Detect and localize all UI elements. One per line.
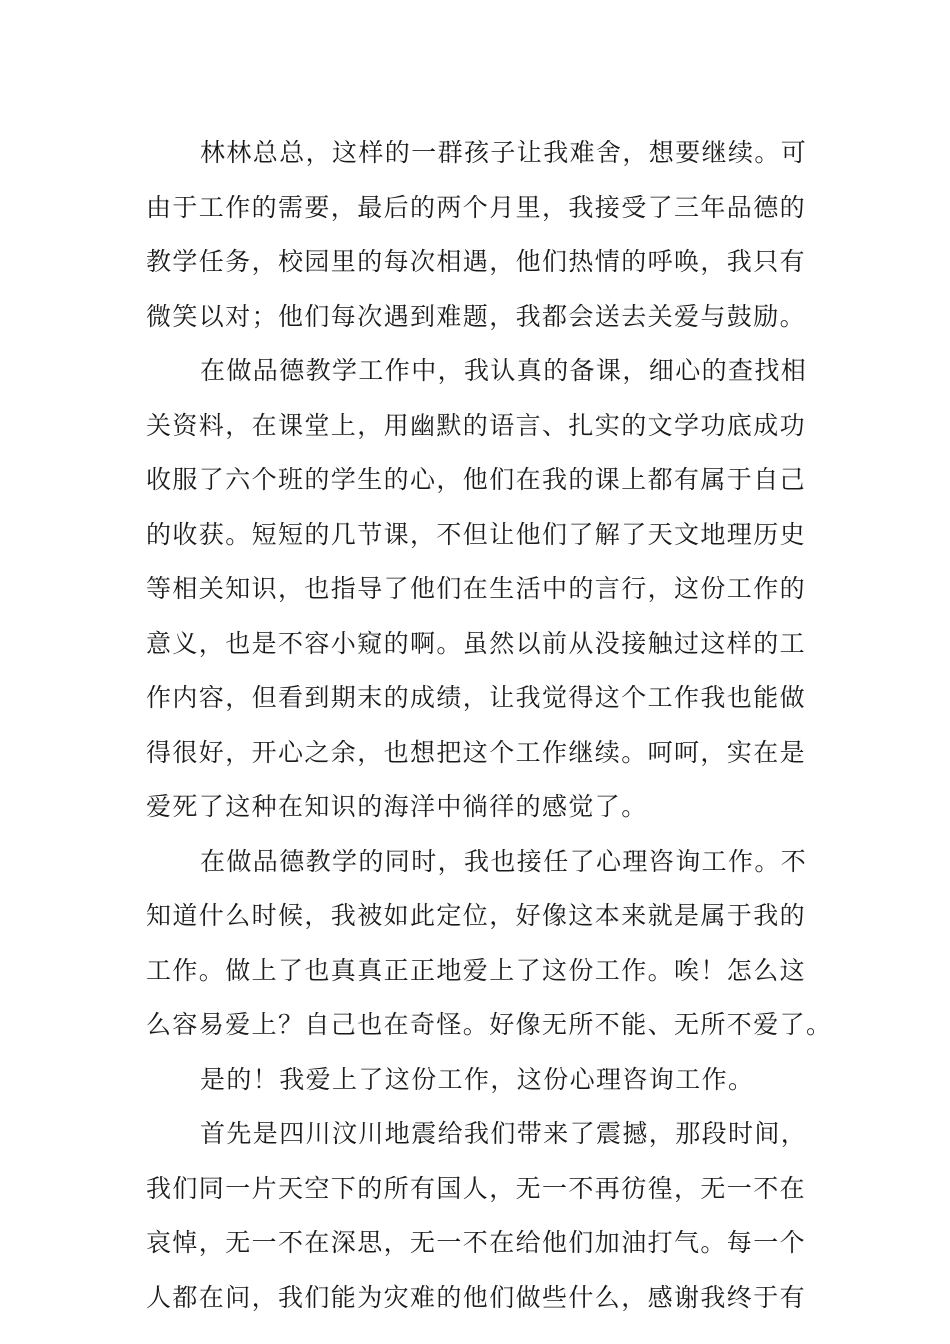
text-line: 作内容，但看到期末的成绩，让我觉得这个工作我也能做 <box>146 683 807 712</box>
text-line: 关资料，在课堂上，用幽默的语言、扎实的文学功底成功 <box>146 410 807 440</box>
document-body <box>146 126 833 1325</box>
text-line: 知道什么时候，我被如此定位，好像这本来就是属于我的 <box>146 901 807 930</box>
text-line: 么容易爱上？自己也在奇怪。好像无所不能、无所不爱了。 <box>146 1010 833 1039</box>
text-line: 在做品德教学的同时，我也接任了心理咨询工作。不 <box>200 846 808 876</box>
text-line: 得很好，开心之余，也想把这个工作继续。呵呵，实在是 <box>146 737 807 767</box>
paragraph <box>146 126 810 344</box>
text-line: 微笑以对；他们每次遇到难题，我都会送去关爱与鼓励。 <box>146 301 807 331</box>
text-line: 的收获。短短的几节课，不但让他们了解了天文地理历史 <box>146 519 807 549</box>
paragraph <box>146 344 810 835</box>
text-line: 哀悼，无一不在深思，无一不在给他们加油打气。每一个 <box>146 1228 807 1257</box>
paragraph <box>146 835 833 1053</box>
text-line: 等相关知识，也指导了他们在生活中的言行，这份工作的 <box>146 574 807 603</box>
text-line: 爱死了这种在知识的海洋中徜徉的感觉了。 <box>146 792 648 821</box>
text-line: 收服了六个班的学生的心，他们在我的课上都有属于自己 <box>146 465 807 494</box>
text-line: 是的！我爱上了这份工作，这份心理咨询工作。 <box>200 1064 755 1094</box>
text-line: 在做品德教学工作中，我认真的备课，细心的查找相 <box>200 356 808 385</box>
text-line: 人都在问，我们能为灾难的他们做些什么，感谢我终于有 <box>146 1282 807 1312</box>
paragraph <box>146 1053 810 1108</box>
text-line: 由于工作的需要，最后的两个月里，我接受了三年品德的 <box>146 192 807 222</box>
text-line: 教学任务，校园里的每次相遇，他们热情的呼唤，我只有 <box>146 247 807 276</box>
text-line: 意义，也是不容小窥的啊。虽然以前从没接触过这样的工 <box>146 628 807 658</box>
text-line: 我们同一片天空下的所有国人，无一不再彷徨，无一不在 <box>146 1173 807 1203</box>
paragraph <box>146 1107 810 1325</box>
text-line: 林林总总，这样的一群孩子让我难舍，想要继续。可 <box>200 138 808 167</box>
text-line: 工作。做上了也真真正正地爱上了这份工作。唉！怎么这 <box>146 955 807 985</box>
text-line: 首先是四川汶川地震给我们带来了震撼，那段时间， <box>200 1119 808 1148</box>
